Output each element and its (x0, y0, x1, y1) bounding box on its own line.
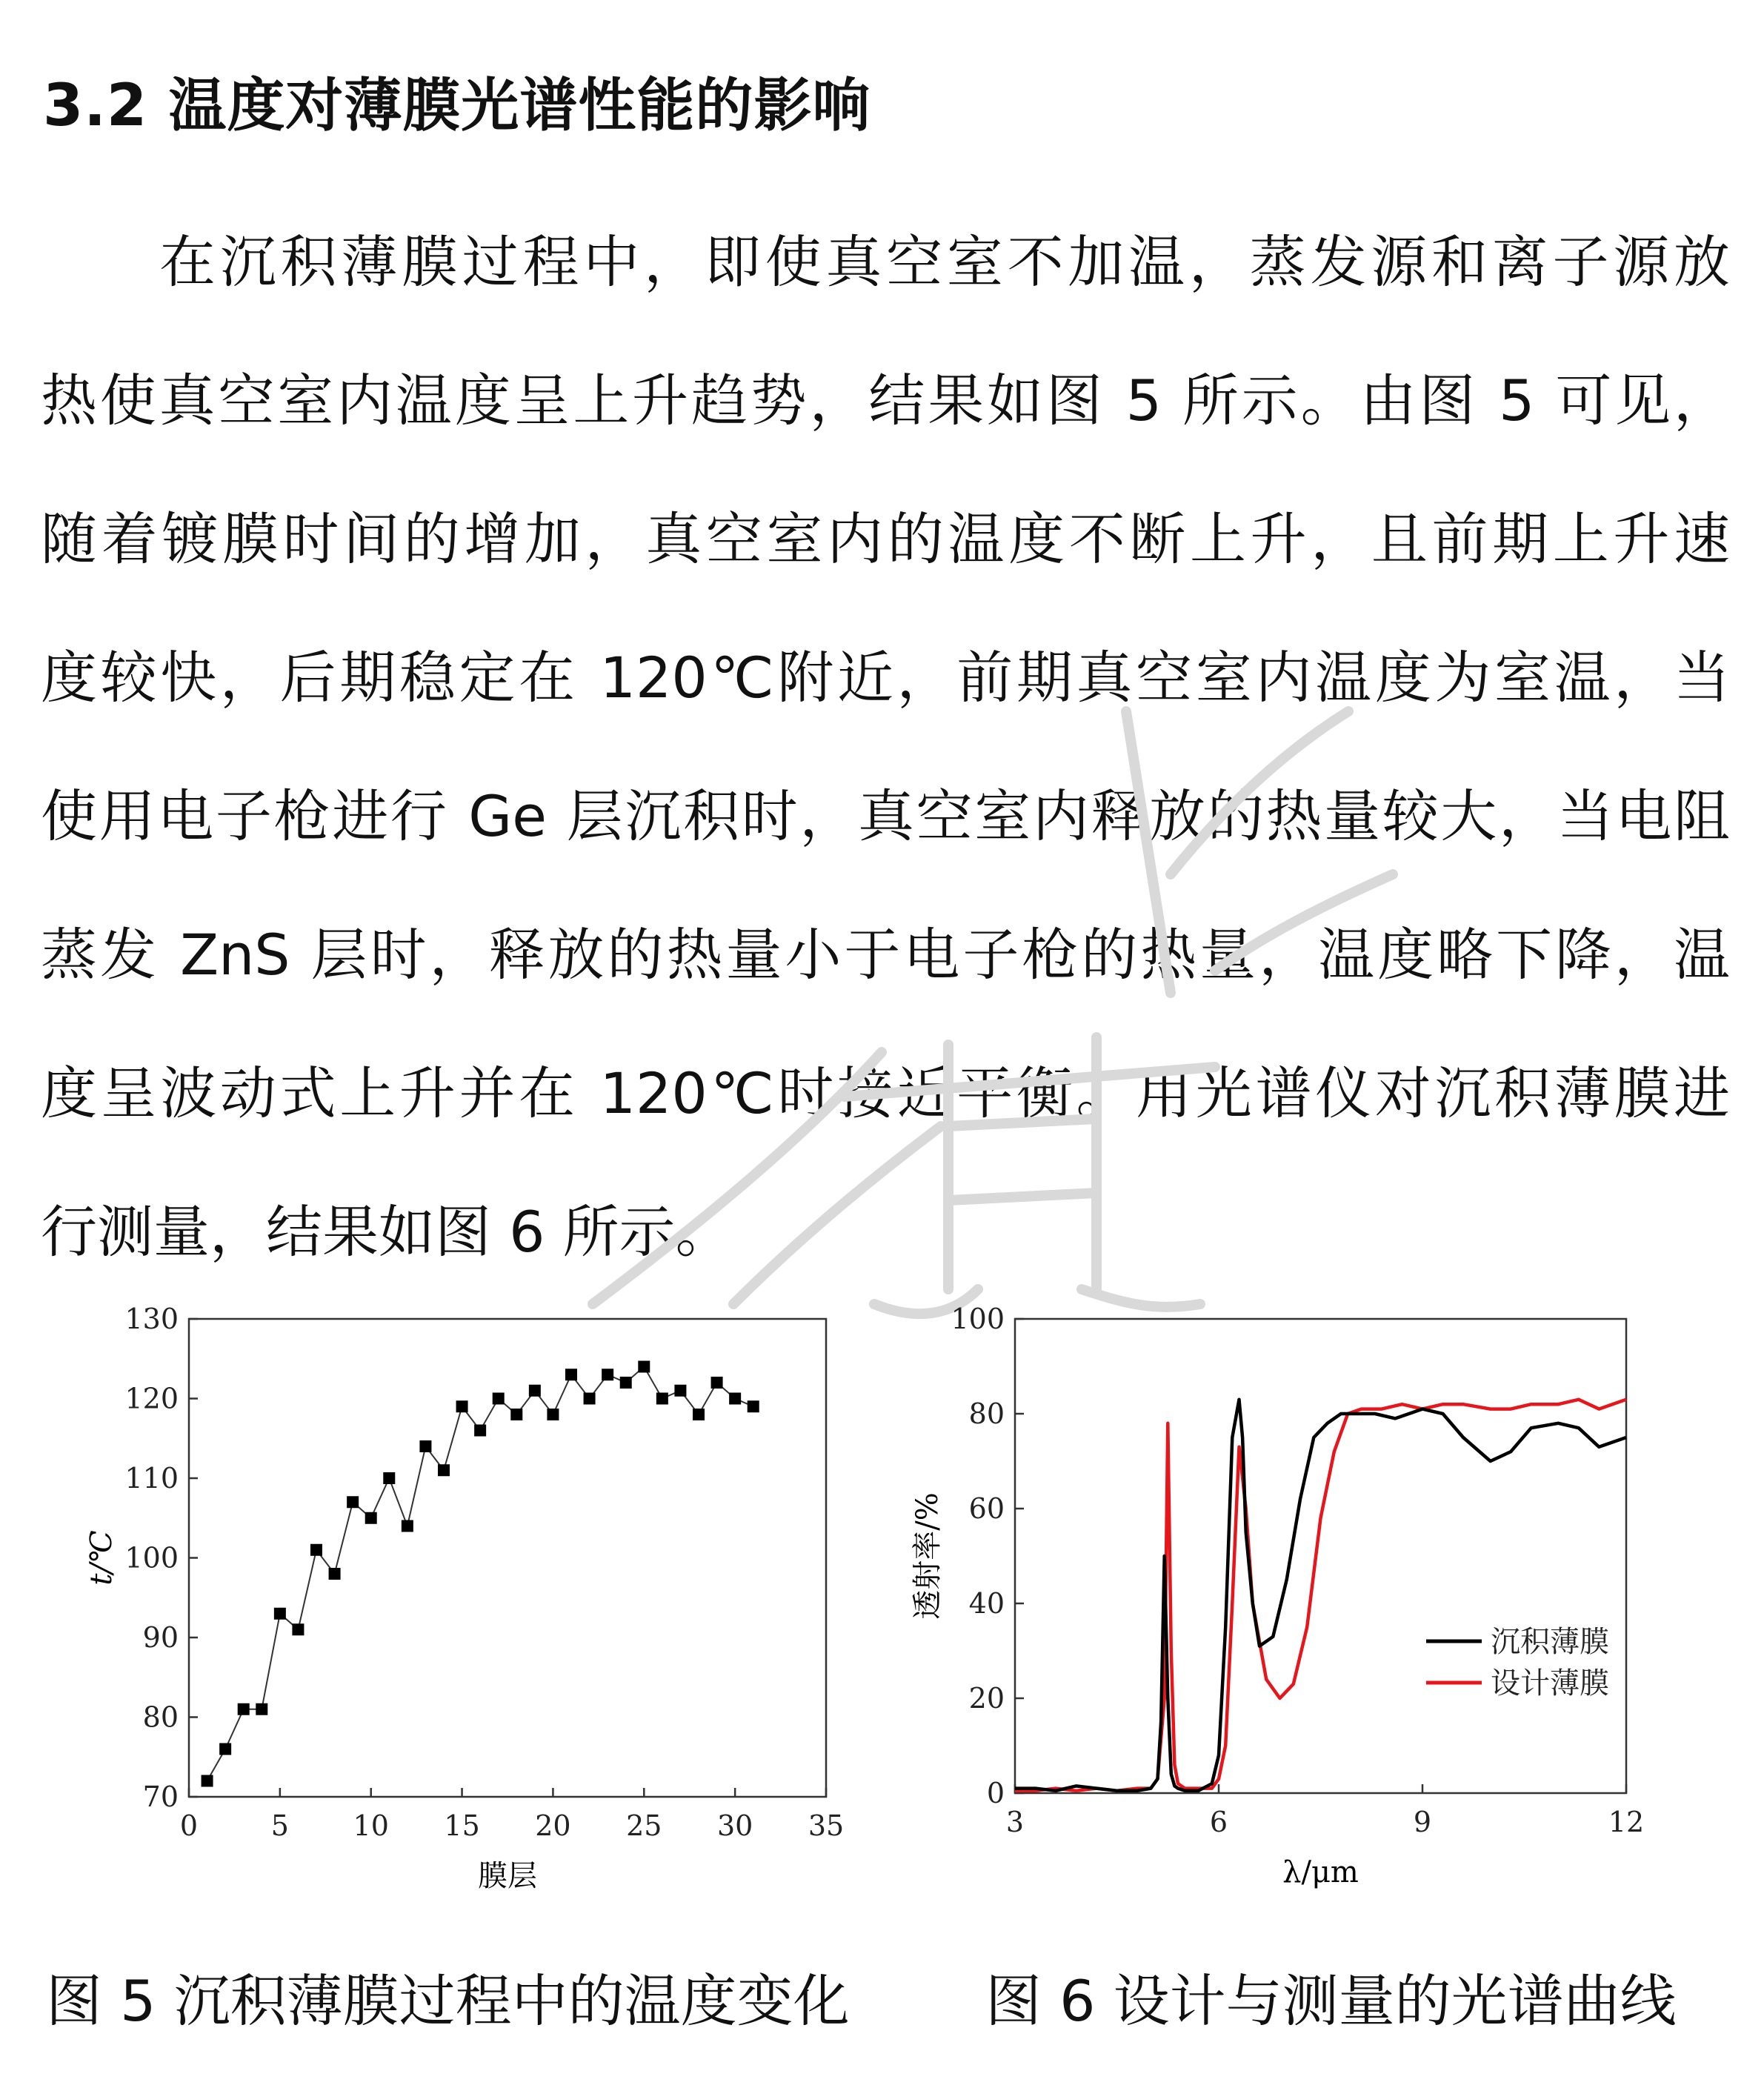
x-tick-label: 20 (535, 1809, 571, 1842)
y-tick-label: 100 (951, 1303, 1005, 1335)
figure-5-caption: 图 5 沉积薄膜过程中的温度变化 (46, 1968, 850, 2034)
y-tick-label: 100 (124, 1541, 179, 1575)
legend-label: 设计薄膜 (1491, 1666, 1609, 1700)
temperature-series-markers (202, 1361, 759, 1787)
paragraph-line: 度较快，后期稳定在 120℃附近，前期真空室内温度为室温，当 (41, 645, 1730, 711)
paragraph-line: 随着镀膜时间的增加，真空室内的温度不断上升，且前期上升速 (41, 506, 1730, 572)
paragraph-line: 热使真空室内温度呈上升趋势，结果如图 5 所示。由图 5 可见， (41, 368, 1730, 433)
data-point (274, 1608, 286, 1620)
series-line (1015, 1400, 1626, 1791)
body-paragraph (41, 193, 1730, 1301)
data-point (365, 1512, 377, 1524)
series-line (1015, 1400, 1626, 1791)
data-point (383, 1472, 395, 1484)
y-tick-label: 110 (124, 1462, 179, 1494)
y-tick-label: 90 (142, 1621, 179, 1654)
data-point (456, 1400, 468, 1412)
data-point (638, 1361, 650, 1373)
y-tick-label: 130 (124, 1303, 179, 1335)
x-tick-label: 3 (1005, 1806, 1025, 1838)
data-point (493, 1393, 505, 1405)
data-point (656, 1393, 668, 1405)
data-point (602, 1369, 613, 1380)
y-tick-label: 40 (968, 1587, 1005, 1620)
axis-ticks (951, 1303, 1644, 1838)
y-tick-label: 20 (968, 1682, 1005, 1715)
data-point (329, 1568, 341, 1580)
paragraph-line: 蒸发 ZnS 层时，释放的热量小于电子枪的热量，温度略下降，温 (41, 922, 1730, 988)
x-axis-label: 膜层 (478, 1859, 537, 1893)
x-tick-label: 25 (626, 1809, 662, 1842)
x-tick-label: 0 (179, 1809, 199, 1842)
data-point (310, 1544, 322, 1556)
paragraph-line: 度呈波动式上升并在 120℃时接近平衡。用光谱仪对沉积薄膜进 (41, 1060, 1730, 1126)
transmittance-chart (882, 1293, 1645, 1908)
data-point (219, 1743, 231, 1755)
legend-label: 沉积薄膜 (1491, 1625, 1609, 1659)
y-tick-label: 60 (968, 1492, 1005, 1525)
x-tick-label: 12 (1608, 1806, 1645, 1838)
data-point (620, 1377, 632, 1389)
x-tick-label: 15 (444, 1809, 480, 1842)
figure-6-caption: 图 6 设计与测量的光谱曲线 (985, 1968, 1677, 2034)
x-tick-label: 9 (1413, 1806, 1432, 1838)
data-point (474, 1425, 486, 1437)
data-point (419, 1440, 431, 1452)
x-axis-label: λ/μm (1282, 1855, 1359, 1889)
data-point (565, 1369, 577, 1380)
data-point (547, 1409, 559, 1420)
x-tick-label: 6 (1209, 1806, 1228, 1838)
data-point (256, 1703, 267, 1715)
paragraph-line: 在沉积薄膜过程中，即使真空室不加温，蒸发源和离子源放 (159, 229, 1730, 295)
section-heading: 3.2 温度对薄膜光谱性能的影响 (43, 73, 871, 139)
data-point (529, 1385, 541, 1397)
plot-border (1015, 1319, 1626, 1793)
data-point (510, 1409, 522, 1420)
data-point (438, 1464, 450, 1476)
paragraph-line: 行测量，结果如图 6 所示。 (41, 1199, 732, 1265)
y-tick-label: 70 (142, 1781, 179, 1813)
data-point (238, 1703, 250, 1715)
y-tick-label: 0 (986, 1777, 1005, 1809)
temperature-chart (84, 1293, 867, 1908)
data-point (748, 1400, 759, 1412)
x-tick-label: 10 (353, 1809, 389, 1842)
legend (1426, 1625, 1609, 1700)
y-tick-label: 80 (968, 1397, 1005, 1430)
data-point (402, 1520, 413, 1532)
data-point (693, 1409, 705, 1420)
y-axis-label: 透射率/% (911, 1492, 945, 1620)
paragraph-line: 使用电子枪进行 Ge 层沉积时，真空室内释放的热量较大，当电阻 (41, 783, 1730, 849)
plot-frame (189, 1319, 826, 1797)
plot-border (189, 1319, 826, 1797)
data-point (292, 1623, 304, 1635)
y-tick-label: 120 (124, 1382, 179, 1415)
x-tick-label: 5 (270, 1809, 289, 1842)
y-tick-label: 80 (142, 1700, 179, 1734)
data-point (202, 1775, 213, 1787)
axis-ticks (124, 1303, 844, 1842)
plot-frame (1015, 1319, 1626, 1793)
data-point (711, 1377, 723, 1389)
data-point (674, 1385, 686, 1397)
data-point (347, 1496, 359, 1508)
x-tick-label: 35 (808, 1809, 845, 1842)
x-tick-label: 30 (716, 1809, 753, 1842)
data-point (584, 1393, 596, 1405)
y-axis-label: t/℃ (84, 1530, 119, 1586)
spectrum-series (1015, 1400, 1626, 1791)
data-point (729, 1393, 741, 1405)
